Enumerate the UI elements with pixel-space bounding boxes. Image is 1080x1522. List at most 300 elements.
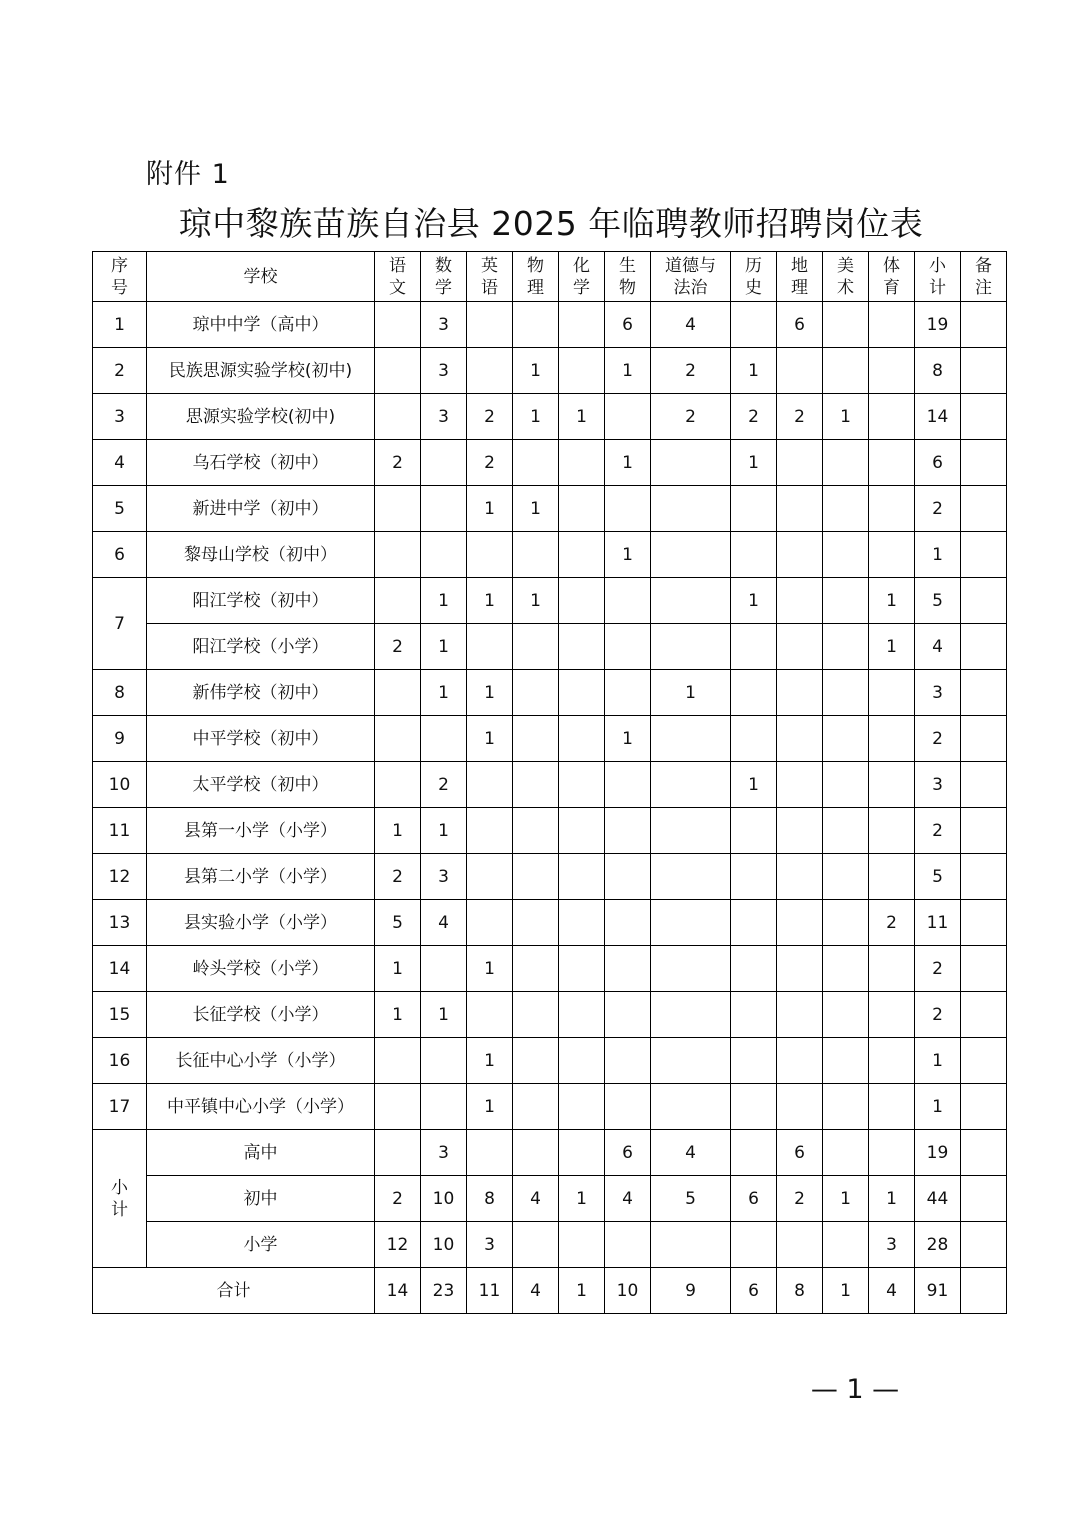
row-count (375, 486, 421, 532)
row-count (777, 716, 823, 762)
row-count (869, 440, 915, 486)
row-count (823, 440, 869, 486)
total-remark (961, 1268, 1007, 1314)
row-seq: 12 (93, 854, 147, 900)
row-count: 2 (467, 394, 513, 440)
row-count: 3 (421, 854, 467, 900)
subtotal-count: 2 (375, 1176, 421, 1222)
row-count: 2 (651, 348, 731, 394)
row-count (777, 532, 823, 578)
subtotal-count: 6 (605, 1130, 651, 1176)
row-count (513, 302, 559, 348)
subtotal-sum: 28 (915, 1222, 961, 1268)
row-subtotal: 19 (915, 302, 961, 348)
subtotal-count: 4 (651, 1130, 731, 1176)
row-count (651, 900, 731, 946)
row-count (651, 486, 731, 532)
row-subtotal: 2 (915, 992, 961, 1038)
row-count (605, 578, 651, 624)
row-count: 2 (375, 854, 421, 900)
page-number: — 1 — (810, 1374, 900, 1405)
row-subtotal: 3 (915, 670, 961, 716)
row-count (513, 532, 559, 578)
row-remark (961, 716, 1007, 762)
row-school: 岭头学校（小学） (147, 946, 375, 992)
row-school: 黎母山学校（初中） (147, 532, 375, 578)
row-seq: 4 (93, 440, 147, 486)
row-count (823, 946, 869, 992)
row-count: 1 (731, 440, 777, 486)
row-count (777, 900, 823, 946)
row-count (467, 532, 513, 578)
row-remark (961, 762, 1007, 808)
row-remark (961, 302, 1007, 348)
table-row (93, 716, 1007, 762)
row-school: 民族思源实验学校(初中) (147, 348, 375, 394)
subtotal-count: 10 (421, 1176, 467, 1222)
row-count (731, 808, 777, 854)
subtotal-count (777, 1222, 823, 1268)
total-count: 4 (513, 1268, 559, 1314)
row-count: 3 (421, 348, 467, 394)
header-subject (777, 252, 823, 302)
row-count (777, 854, 823, 900)
subtotal-count (823, 1222, 869, 1268)
row-count (731, 716, 777, 762)
subtotal-count: 2 (777, 1176, 823, 1222)
row-count (651, 1038, 731, 1084)
row-count (731, 532, 777, 578)
row-count (605, 808, 651, 854)
row-remark (961, 624, 1007, 670)
row-school: 阳江学校（初中） (147, 578, 375, 624)
row-count: 4 (651, 302, 731, 348)
row-count: 1 (421, 624, 467, 670)
row-school: 乌石学校（初中） (147, 440, 375, 486)
row-count (375, 716, 421, 762)
subtotal-count: 1 (559, 1176, 605, 1222)
row-count (651, 762, 731, 808)
row-count: 4 (421, 900, 467, 946)
row-count (513, 440, 559, 486)
total-count: 10 (605, 1268, 651, 1314)
row-count (467, 900, 513, 946)
row-count (467, 624, 513, 670)
subtotal-count: 10 (421, 1222, 467, 1268)
subtotal-count (375, 1130, 421, 1176)
row-count: 1 (513, 486, 559, 532)
row-count: 1 (421, 670, 467, 716)
row-seq: 9 (93, 716, 147, 762)
row-count (869, 1084, 915, 1130)
row-subtotal: 1 (915, 1038, 961, 1084)
row-subtotal: 11 (915, 900, 961, 946)
row-count (777, 1038, 823, 1084)
row-count (421, 486, 467, 532)
header-seq-text: 序号 (111, 255, 128, 298)
row-subtotal: 2 (915, 808, 961, 854)
row-count (375, 762, 421, 808)
header-subject-text: 语文 (389, 255, 406, 298)
row-subtotal: 1 (915, 1084, 961, 1130)
subtotal-row (93, 1130, 1007, 1176)
table-row (93, 808, 1007, 854)
table-row (93, 1084, 1007, 1130)
row-count (605, 900, 651, 946)
row-count (651, 716, 731, 762)
header-subject (823, 252, 869, 302)
subtotal-count: 12 (375, 1222, 421, 1268)
row-count: 1 (467, 486, 513, 532)
row-seq: 13 (93, 900, 147, 946)
row-count (869, 532, 915, 578)
subtotal-count (467, 1130, 513, 1176)
table-row (93, 440, 1007, 486)
row-count: 1 (559, 394, 605, 440)
row-count (559, 1084, 605, 1130)
row-count: 1 (605, 716, 651, 762)
row-subtotal: 14 (915, 394, 961, 440)
subtotal-sum: 44 (915, 1176, 961, 1222)
row-count (559, 992, 605, 1038)
row-count (513, 854, 559, 900)
row-count (513, 624, 559, 670)
subtotal-count (869, 1130, 915, 1176)
subtotal-count (731, 1222, 777, 1268)
row-count (777, 1084, 823, 1130)
row-count: 2 (777, 394, 823, 440)
row-count (559, 762, 605, 808)
row-count (605, 624, 651, 670)
subtotal-count: 6 (777, 1130, 823, 1176)
row-count: 1 (513, 578, 559, 624)
row-remark (961, 1084, 1007, 1130)
row-count (605, 762, 651, 808)
row-school: 新伟学校（初中） (147, 670, 375, 716)
subtotal-count (605, 1222, 651, 1268)
row-count: 1 (605, 532, 651, 578)
row-count: 1 (513, 348, 559, 394)
header-subtotal (915, 252, 961, 302)
row-school: 中平学校（初中） (147, 716, 375, 762)
row-count (605, 670, 651, 716)
row-count (777, 946, 823, 992)
table-row (93, 624, 1007, 670)
row-count (823, 992, 869, 1038)
table-row (93, 1038, 1007, 1084)
table-row (93, 670, 1007, 716)
row-count (375, 578, 421, 624)
row-subtotal: 8 (915, 348, 961, 394)
table-row (93, 578, 1007, 624)
row-count (467, 762, 513, 808)
subtotal-count: 1 (869, 1176, 915, 1222)
row-count: 1 (375, 992, 421, 1038)
header-school: 学校 (147, 252, 375, 302)
row-count (869, 1038, 915, 1084)
row-count (375, 348, 421, 394)
row-seq: 7 (93, 578, 147, 670)
row-seq: 17 (93, 1084, 147, 1130)
subtotal-remark (961, 1130, 1007, 1176)
row-count (513, 900, 559, 946)
header-subject-text: 数学 (435, 255, 452, 298)
row-count (651, 854, 731, 900)
header-remark-text: 备注 (975, 255, 992, 298)
header-subject-text: 道德与法治 (665, 255, 716, 298)
subtotal-count: 4 (513, 1176, 559, 1222)
row-count (421, 716, 467, 762)
row-subtotal: 3 (915, 762, 961, 808)
total-label: 合计 (93, 1268, 375, 1314)
row-count (559, 348, 605, 394)
header-subject-text: 生物 (619, 255, 636, 298)
row-remark (961, 578, 1007, 624)
row-count (777, 440, 823, 486)
row-subtotal: 2 (915, 716, 961, 762)
row-count (777, 992, 823, 1038)
row-count: 1 (375, 946, 421, 992)
subtotal-count (559, 1222, 605, 1268)
row-remark (961, 440, 1007, 486)
row-count: 1 (731, 348, 777, 394)
row-count: 1 (467, 946, 513, 992)
row-remark (961, 532, 1007, 578)
row-count (559, 670, 605, 716)
header-subject-text: 历史 (745, 255, 762, 298)
subtotal-count: 3 (421, 1130, 467, 1176)
row-count (823, 854, 869, 900)
row-count: 1 (605, 348, 651, 394)
row-school: 县第一小学（小学） (147, 808, 375, 854)
row-count: 2 (731, 394, 777, 440)
row-remark (961, 394, 1007, 440)
row-count (513, 946, 559, 992)
row-school: 长征学校（小学） (147, 992, 375, 1038)
row-count (559, 578, 605, 624)
row-count (823, 624, 869, 670)
subtotal-count: 1 (823, 1176, 869, 1222)
subtotal-remark (961, 1176, 1007, 1222)
subtotal-count: 3 (467, 1222, 513, 1268)
header-row (93, 252, 1007, 302)
subtotal-count (513, 1130, 559, 1176)
row-count (731, 992, 777, 1038)
total-count: 14 (375, 1268, 421, 1314)
row-count (605, 394, 651, 440)
total-sum: 91 (915, 1268, 961, 1314)
row-count (513, 1084, 559, 1130)
table-row (93, 394, 1007, 440)
row-subtotal: 5 (915, 578, 961, 624)
row-count (823, 1084, 869, 1130)
row-seq: 8 (93, 670, 147, 716)
attachment-label: 附件 1 (146, 159, 230, 190)
row-count (777, 670, 823, 716)
row-count (731, 1084, 777, 1130)
row-count (467, 302, 513, 348)
row-count (559, 1038, 605, 1084)
subtotal-count (559, 1130, 605, 1176)
total-count: 9 (651, 1268, 731, 1314)
row-count: 1 (513, 394, 559, 440)
row-count (869, 808, 915, 854)
row-count (731, 1038, 777, 1084)
table-row (93, 302, 1007, 348)
table-row (93, 900, 1007, 946)
row-count: 1 (467, 1038, 513, 1084)
row-count: 2 (375, 624, 421, 670)
row-school: 中平镇中心小学（小学） (147, 1084, 375, 1130)
row-count: 1 (869, 624, 915, 670)
header-subject (421, 252, 467, 302)
row-count (651, 578, 731, 624)
header-subject-text: 英语 (481, 255, 498, 298)
row-school: 县实验小学（小学） (147, 900, 375, 946)
header-subtotal-text: 小计 (929, 255, 946, 298)
row-count (731, 900, 777, 946)
row-count (777, 348, 823, 394)
header-seq (93, 252, 147, 302)
row-count (777, 486, 823, 532)
header-subject (651, 252, 731, 302)
total-count: 1 (559, 1268, 605, 1314)
subtotal-count: 4 (605, 1176, 651, 1222)
row-remark (961, 992, 1007, 1038)
subtotal-remark (961, 1222, 1007, 1268)
row-seq: 15 (93, 992, 147, 1038)
header-subject (731, 252, 777, 302)
row-seq: 1 (93, 302, 147, 348)
row-count (869, 486, 915, 532)
row-count: 2 (375, 440, 421, 486)
header-subject (513, 252, 559, 302)
row-count (869, 394, 915, 440)
row-seq: 11 (93, 808, 147, 854)
row-count: 1 (467, 670, 513, 716)
row-count (467, 992, 513, 1038)
row-count (421, 1038, 467, 1084)
row-count (731, 302, 777, 348)
header-subject-text: 化学 (573, 255, 590, 298)
row-count (869, 716, 915, 762)
row-count (605, 854, 651, 900)
row-count: 2 (467, 440, 513, 486)
table-row (93, 992, 1007, 1038)
row-count (467, 348, 513, 394)
subtotal-level: 小学 (147, 1222, 375, 1268)
row-count (823, 716, 869, 762)
row-count: 1 (731, 578, 777, 624)
subtotal-section-label (93, 1130, 147, 1268)
row-remark (961, 486, 1007, 532)
subtotal-count: 3 (869, 1222, 915, 1268)
total-count: 11 (467, 1268, 513, 1314)
row-school: 县第二小学（小学） (147, 854, 375, 900)
table-row (93, 762, 1007, 808)
row-count (731, 486, 777, 532)
row-seq: 6 (93, 532, 147, 578)
document-title: 琼中黎族苗族自治县 2025 年临聘教师招聘岗位表 (178, 204, 924, 243)
row-count (421, 1084, 467, 1130)
total-count: 4 (869, 1268, 915, 1314)
row-count (869, 992, 915, 1038)
row-count (651, 532, 731, 578)
subtotal-section-label-text: 小计 (111, 1177, 128, 1220)
header-subject (559, 252, 605, 302)
row-count (731, 854, 777, 900)
row-count: 3 (421, 394, 467, 440)
row-count (513, 808, 559, 854)
row-seq: 3 (93, 394, 147, 440)
row-count (869, 946, 915, 992)
row-count: 1 (869, 578, 915, 624)
row-count (823, 1038, 869, 1084)
row-remark (961, 854, 1007, 900)
row-count: 1 (421, 808, 467, 854)
row-count (777, 578, 823, 624)
row-count (559, 486, 605, 532)
row-count: 1 (823, 394, 869, 440)
row-seq: 16 (93, 1038, 147, 1084)
row-count: 1 (421, 578, 467, 624)
row-count (823, 486, 869, 532)
row-count (605, 1038, 651, 1084)
header-subject (869, 252, 915, 302)
row-count: 1 (467, 1084, 513, 1130)
row-school: 思源实验学校(初中) (147, 394, 375, 440)
recruitment-table (92, 251, 1007, 1314)
row-count (651, 992, 731, 1038)
row-count: 1 (651, 670, 731, 716)
row-count (823, 348, 869, 394)
header-subject (375, 252, 421, 302)
row-count (823, 670, 869, 716)
row-remark (961, 348, 1007, 394)
row-count (375, 532, 421, 578)
row-count (559, 532, 605, 578)
row-count (869, 302, 915, 348)
row-count (559, 716, 605, 762)
row-count (823, 302, 869, 348)
subtotal-level: 高中 (147, 1130, 375, 1176)
row-count: 6 (605, 302, 651, 348)
row-school: 阳江学校（小学） (147, 624, 375, 670)
row-count (513, 762, 559, 808)
header-subject-text: 体育 (883, 255, 900, 298)
row-school: 太平学校（初中） (147, 762, 375, 808)
row-count (823, 900, 869, 946)
row-remark (961, 1038, 1007, 1084)
row-count (559, 854, 605, 900)
row-count (421, 440, 467, 486)
row-remark (961, 808, 1007, 854)
row-count (731, 670, 777, 716)
row-count (605, 992, 651, 1038)
row-count (823, 578, 869, 624)
row-subtotal: 4 (915, 624, 961, 670)
row-count (513, 716, 559, 762)
subtotal-count: 6 (731, 1176, 777, 1222)
row-count (869, 854, 915, 900)
row-remark (961, 900, 1007, 946)
row-count (731, 946, 777, 992)
row-count (605, 1084, 651, 1130)
row-count (421, 946, 467, 992)
row-count (467, 854, 513, 900)
row-count (731, 624, 777, 670)
subtotal-level: 初中 (147, 1176, 375, 1222)
